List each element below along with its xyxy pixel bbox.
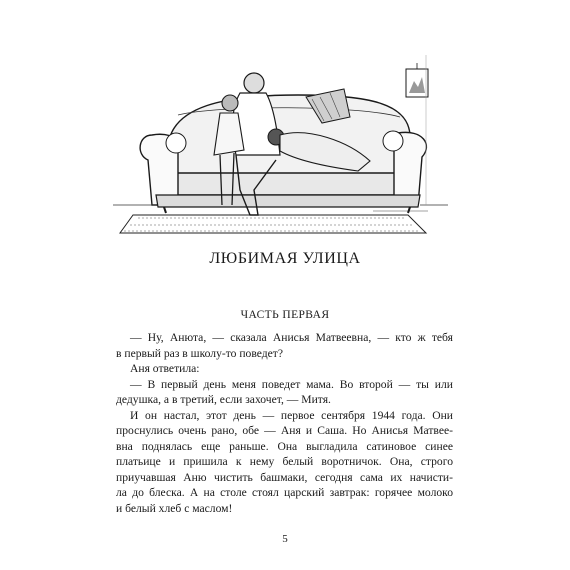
text-line: и белый хлеб с маслом! <box>116 502 233 516</box>
text-line: И он настал, этот день — первое сентября 1944 года. Они <box>130 408 453 422</box>
part-title: ЧАСТЬ ПЕРВАЯ <box>240 309 330 321</box>
text-line: платьице и пришила к нему белый воротничок. Она, строго <box>116 455 453 469</box>
illustration-family-on-sofa <box>108 55 458 235</box>
chapter-title: ЛЮБИМАЯ УЛИЦА <box>209 250 361 267</box>
text-line: — Ну, Анюта, — сказала Анисья Матвеевна, — кто ж тебя <box>130 331 453 344</box>
rug <box>120 215 426 233</box>
text-line: вна поднялась еще раньше. Она выгладила сатиновое синее <box>116 439 453 453</box>
cushion-right <box>383 131 403 151</box>
text-line: ла до блеска. А на столе стоял царский завтрак: горячее молоко <box>116 486 453 500</box>
text-line: Аня ответила: <box>130 362 200 376</box>
text-line: — В первый день меня поведет мама. Во второй — ты или <box>130 377 453 391</box>
text-line: дедушка, а в третий, если захочет, — Митя. <box>116 393 331 407</box>
sofa-seat <box>158 173 418 195</box>
girl-head <box>222 95 238 111</box>
mother-head <box>244 73 264 93</box>
wall-picture <box>406 63 428 97</box>
page-number: 5 <box>282 533 288 545</box>
text-line: проснулись очень рано, обе — Аня и Саша. Но Анисья Матвее- <box>116 424 453 438</box>
text-line: приучавшая Аню чистить башмаки, сегодня сама их начисти- <box>116 470 453 484</box>
text-line: в первый раз в школу-то поведет? <box>116 346 284 360</box>
cushion-left <box>166 133 186 153</box>
body-text <box>116 330 453 517</box>
